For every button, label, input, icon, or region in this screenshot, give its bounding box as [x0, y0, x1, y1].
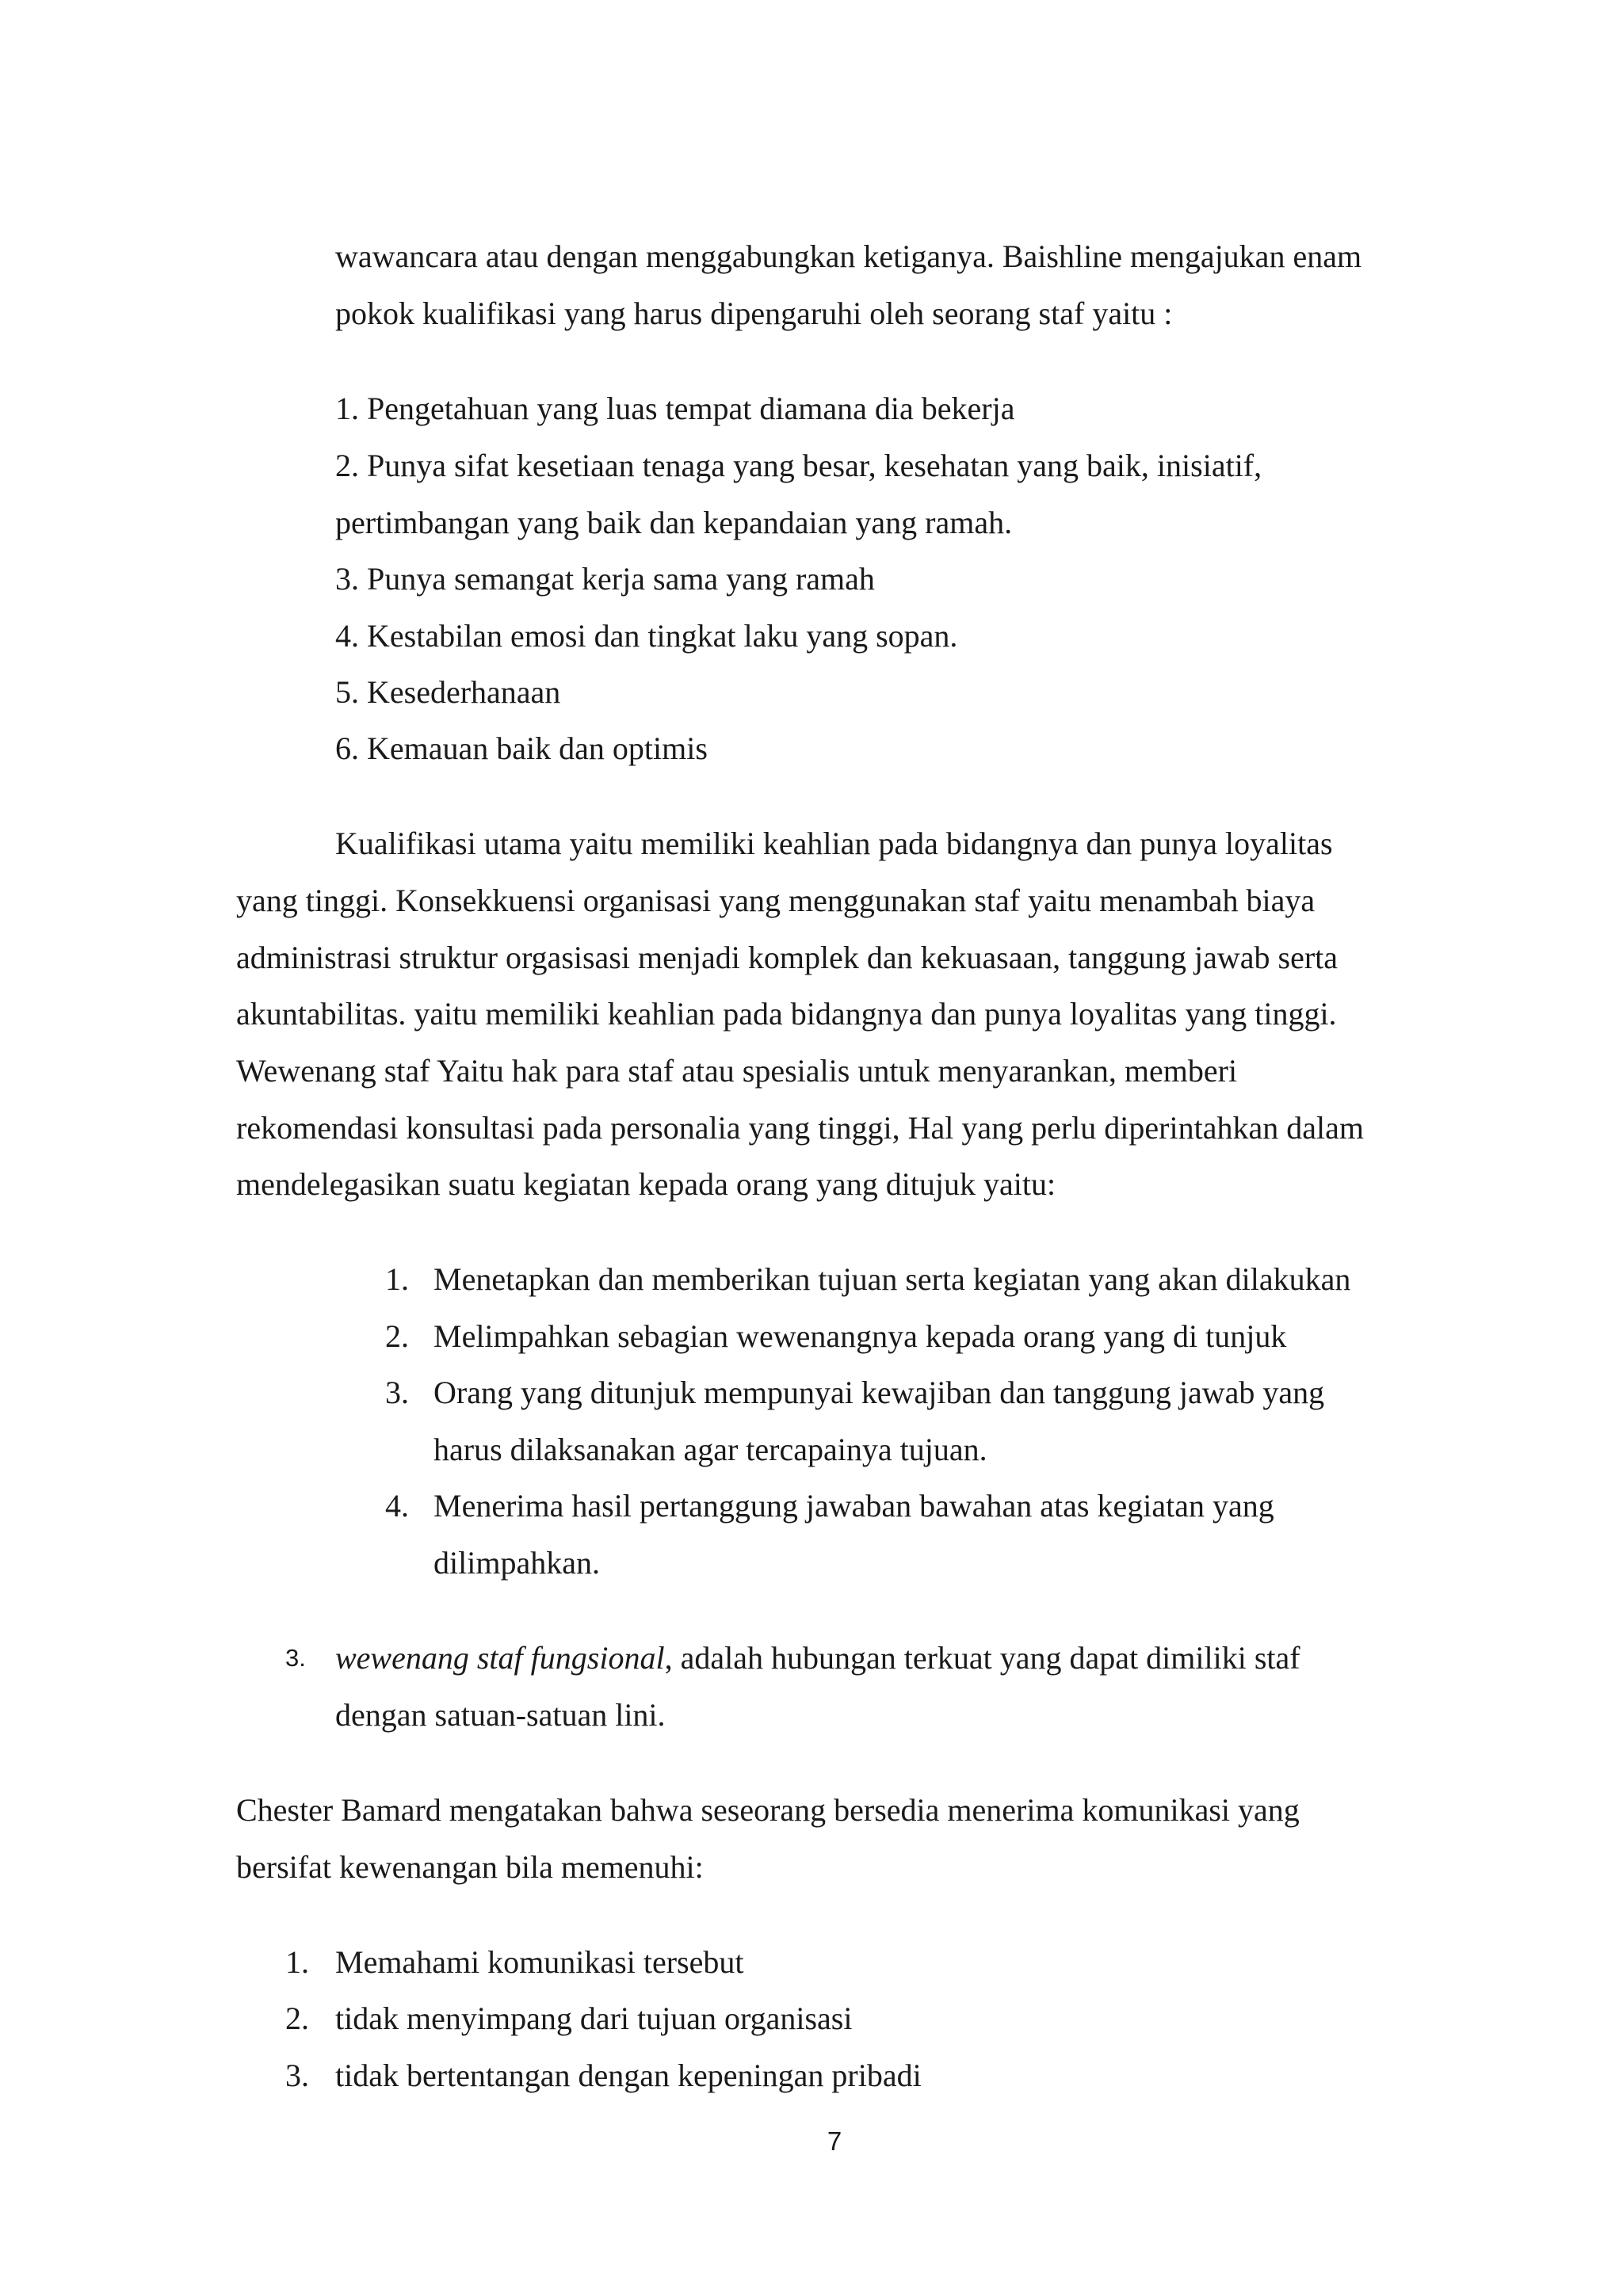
item3-italic-term: wewenang staf fungsional [335, 1640, 665, 1676]
paragraph2-line-6: rekomendasi konsultasi pada personalia yang tinggi, Hal yang perlu diperintahkan dalam [236, 1110, 1364, 1146]
delegation-number-2: 2. [385, 1318, 409, 1354]
delegation-item-3-cont: harus dilaksanakan agar tercapainya tujuan. [433, 1432, 987, 1467]
condition-item-3: tidak bertentangan dengan kepeningan pribadi [335, 2058, 922, 2093]
intro-line-1: wawancara atau dengan menggabungkan ketiganya. Baishline mengajukan enam [335, 238, 1362, 274]
paragraph2-line-5: Wewenang staf Yaitu hak para staf atau spesialis untuk menyarankan, memberi [236, 1053, 1238, 1089]
item3-line-1 [335, 1639, 1300, 1677]
qualification-item-5: 5. Kesederhanaan [335, 674, 561, 710]
qualification-item-4: 4. Kestabilan emosi dan tingkat laku yang sopan. [335, 618, 958, 654]
qualification-item-6: 6. Kemauan baik dan optimis [335, 730, 708, 766]
condition-number-3: 3. [285, 2058, 309, 2093]
qualification-item-3: 3. Punya semangat kerja sama yang ramah [335, 561, 875, 597]
condition-number-1: 1. [285, 1944, 309, 1980]
page-number: 7 [827, 2126, 842, 2156]
condition-number-2: 2. [285, 2000, 309, 2036]
paragraph3-line-1: Chester Bamard mengatakan bahwa seseorang bersedia menerima komunikasi yang [236, 1792, 1300, 1828]
intro-line-2: pokok kualifikasi yang harus dipengaruhi oleh seorang staf yaitu : [335, 296, 1173, 331]
item3-number: 3. [285, 1644, 306, 1672]
delegation-item-4-cont: dilimpahkan. [433, 1545, 600, 1581]
condition-item-1: Memahami komunikasi tersebut [335, 1944, 744, 1980]
paragraph2-line-1: Kualifikasi utama yaitu memiliki keahlian pada bidangnya dan punya loyalitas [335, 826, 1333, 861]
delegation-item-4: Menerima hasil pertanggung jawaban bawahan atas kegiatan yang [433, 1488, 1274, 1524]
paragraph2-line-7: mendelegasikan suatu kegiatan kepada orang yang ditujuk yaitu: [236, 1166, 1056, 1202]
delegation-item-3: Orang yang ditunjuk mempunyai kewajiban dan tanggung jawab yang [433, 1375, 1325, 1410]
qualification-item-2: 2. Punya sifat kesetiaan tenaga yang besar, kesehatan yang baik, inisiatif, [335, 448, 1262, 483]
delegation-number-3: 3. [385, 1375, 409, 1410]
delegation-item-2: Melimpahkan sebagian wewenangnya kepada orang yang di tunjuk [433, 1318, 1287, 1354]
paragraph2-line-2: yang tinggi. Konsekkuensi organisasi yang menggunakan staf yaitu menambah biaya [236, 883, 1316, 918]
delegation-item-1: Menetapkan dan memberikan tujuan serta kegiatan yang akan dilakukan [433, 1261, 1351, 1297]
delegation-number-4: 4. [385, 1488, 409, 1524]
qualification-item-2-cont: pertimbangan yang baik dan kepandaian yang ramah. [335, 505, 1013, 540]
item3-line-2: dengan satuan-satuan lini. [335, 1697, 666, 1733]
paragraph2-line-4: akuntabilitas. yaitu memiliki keahlian pada bidangnya dan punya loyalitas yang tinggi. [236, 996, 1337, 1032]
paragraph2-line-3: administrasi struktur orgasisasi menjadi komplek dan kekuasaan, tanggung jawab serta [236, 940, 1338, 975]
item3-rest: , adalah hubungan terkuat yang dapat dimiliki staf [664, 1640, 1300, 1676]
condition-item-2: tidak menyimpang dari tujuan organisasi [335, 2000, 853, 2036]
delegation-number-1: 1. [385, 1261, 409, 1297]
qualification-item-1: 1. Pengetahuan yang luas tempat diamana dia bekerja [335, 391, 1015, 426]
paragraph3-line-2: bersifat kewenangan bila memenuhi: [236, 1849, 704, 1885]
